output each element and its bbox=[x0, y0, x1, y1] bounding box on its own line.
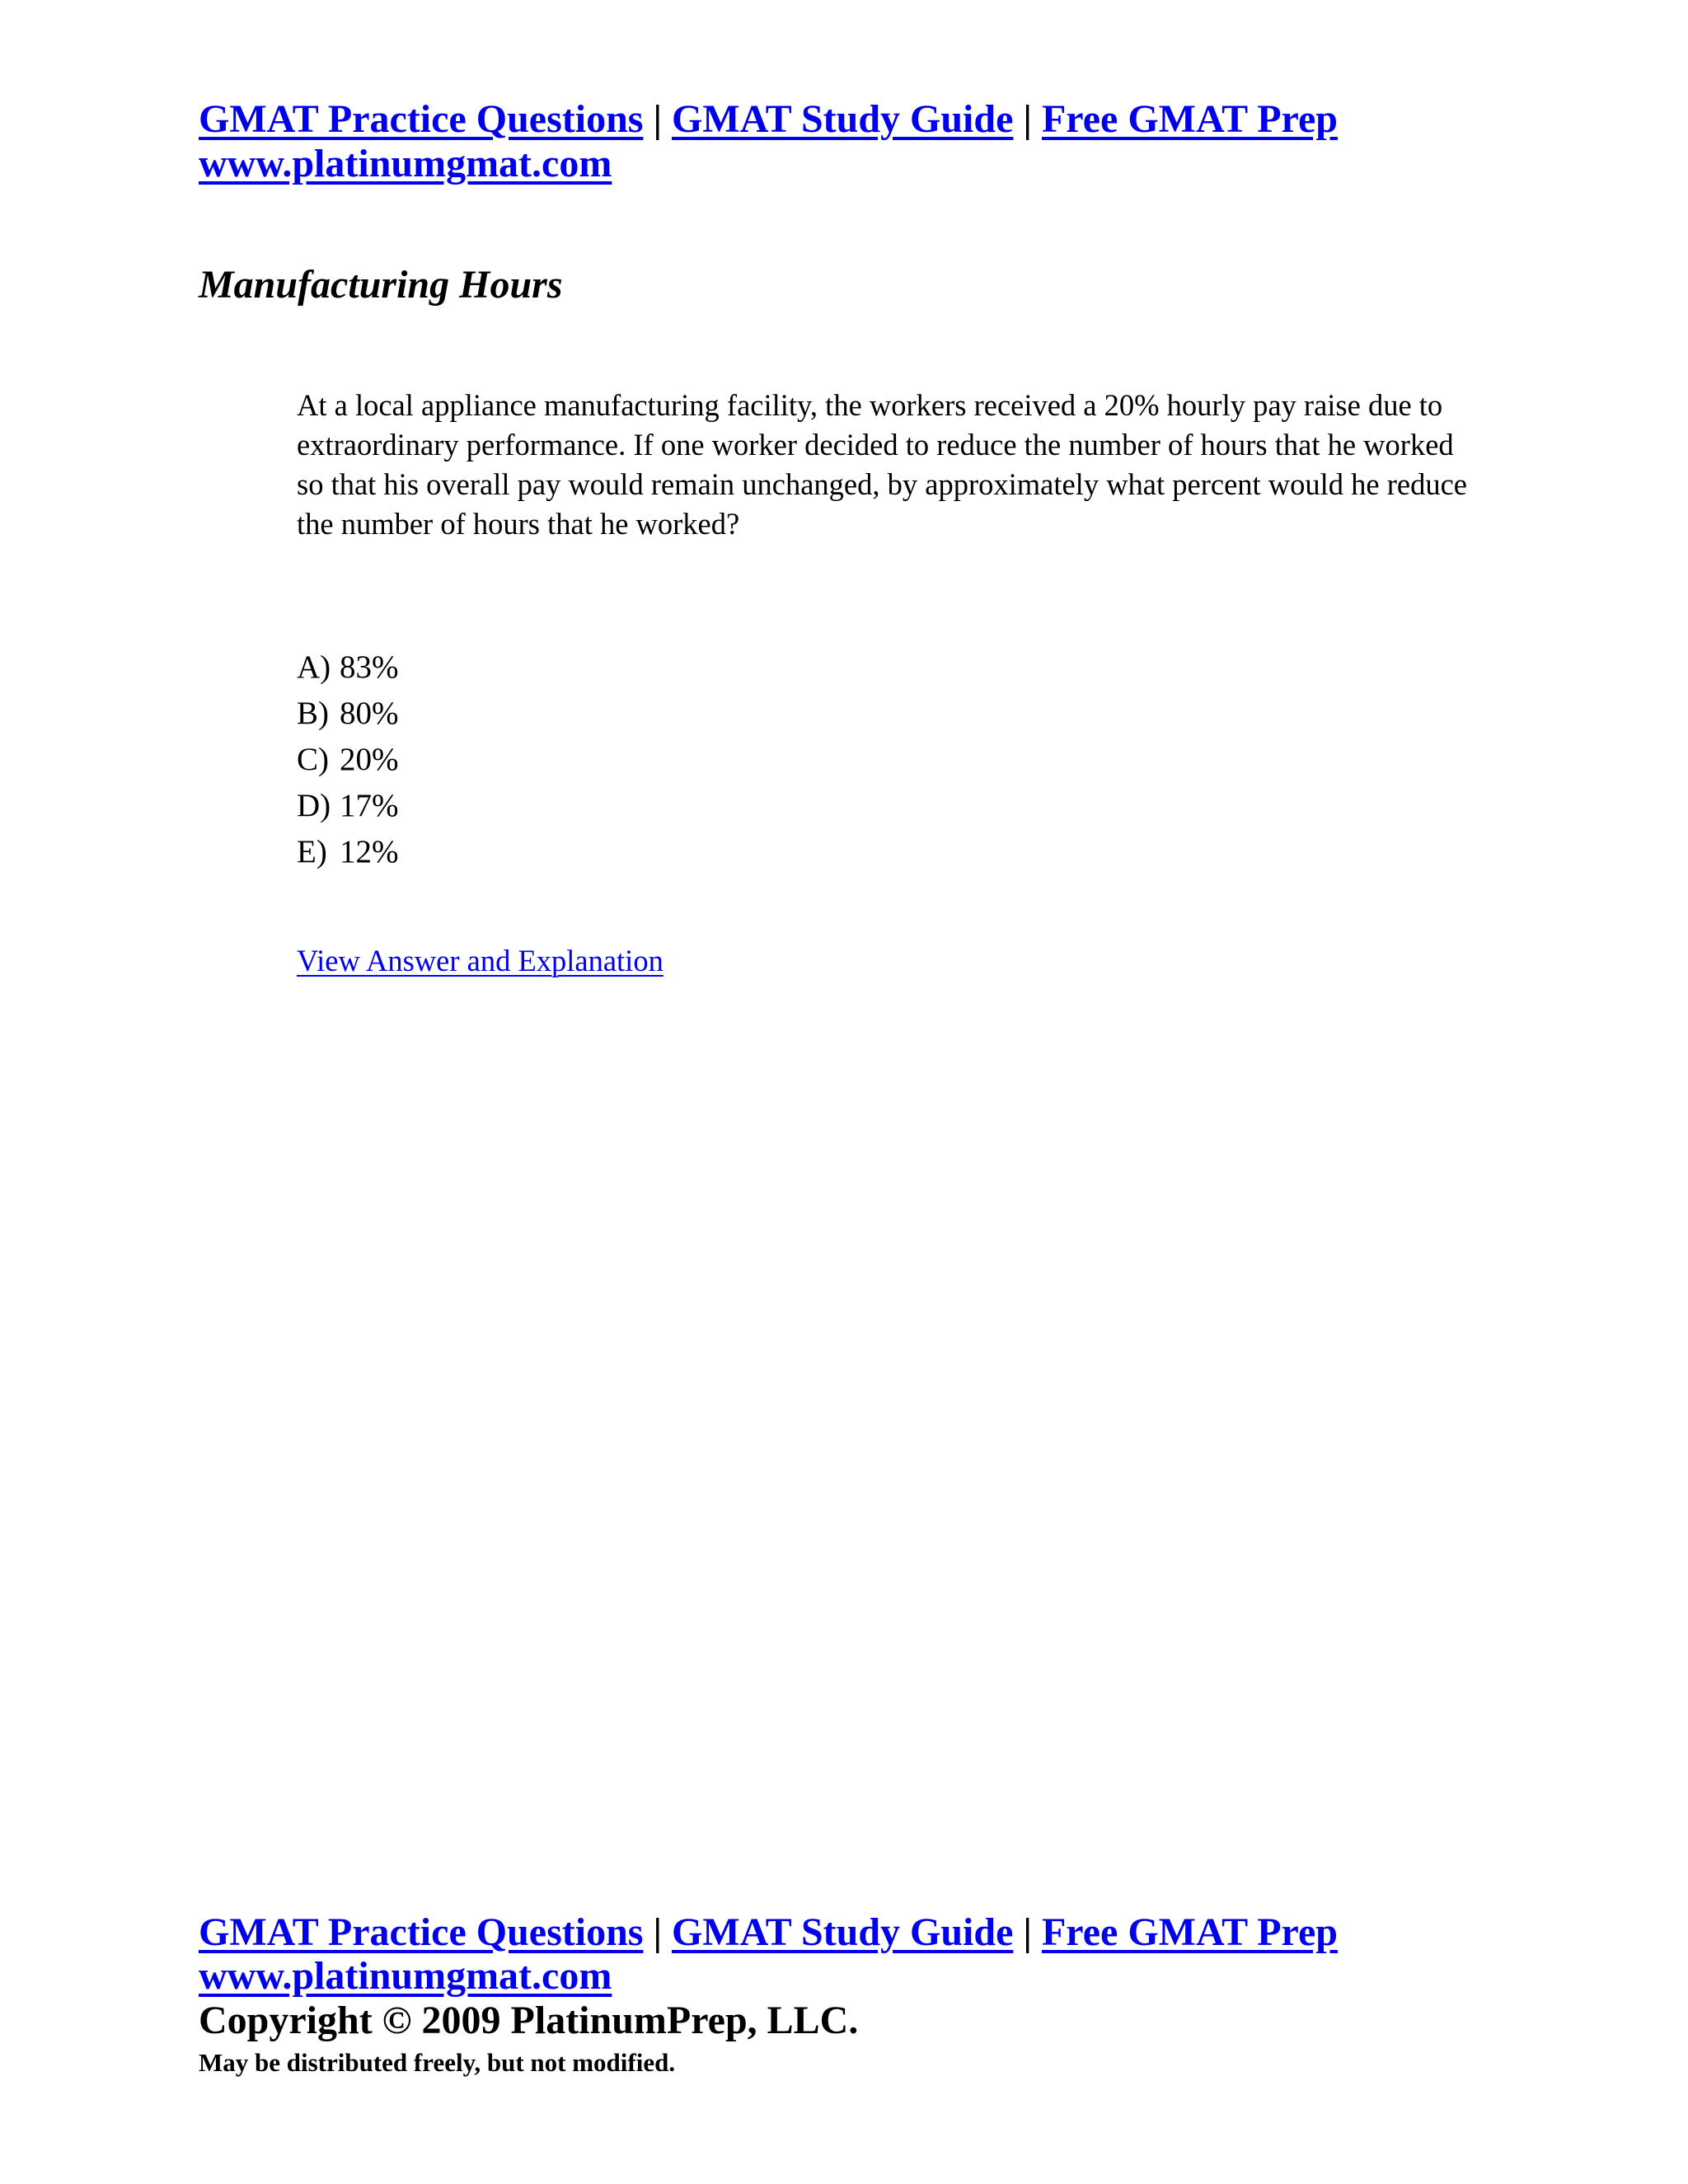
choice-value: 80% bbox=[340, 696, 399, 731]
choice-value: 20% bbox=[340, 742, 399, 777]
question-text: At a local appliance manufacturing facility, the workers received a 20% hourly pay raise due to extraordinary performance. If one worker decided to reduce the number of hours that he worked so that his overall pay would remain unchanged, by approximately what percent would he reduce the number of hours that he worked? bbox=[297, 388, 1468, 541]
choice-letter: C) bbox=[297, 742, 329, 777]
copyright-text: Copyright © 2009 PlatinumPrep, LLC. bbox=[199, 1999, 859, 2042]
gmat-study-guide-link[interactable]: GMAT Study Guide bbox=[672, 97, 1014, 141]
nav-separator: | bbox=[1023, 97, 1032, 141]
question-title: Manufacturing Hours bbox=[199, 263, 563, 307]
free-gmat-prep-link[interactable]: Free GMAT Prep bbox=[1041, 1910, 1338, 1954]
answer-choices bbox=[297, 644, 399, 875]
footer-site-url-row bbox=[199, 1954, 612, 1999]
header-nav bbox=[199, 97, 1338, 142]
choice-letter: B) bbox=[297, 696, 329, 731]
choice-value: 83% bbox=[340, 649, 399, 685]
choice-letter: A) bbox=[297, 649, 331, 685]
nav-separator: | bbox=[1023, 1910, 1032, 1954]
answer-choice-e bbox=[297, 829, 399, 875]
gmat-practice-questions-link[interactable]: GMAT Practice Questions bbox=[199, 97, 644, 141]
nav-separator: | bbox=[653, 1910, 663, 1954]
choice-value: 12% bbox=[340, 834, 399, 869]
gmat-study-guide-link[interactable]: GMAT Study Guide bbox=[672, 1910, 1014, 1954]
answer-choice-c bbox=[297, 737, 399, 783]
site-url-link[interactable]: www.platinumgmat.com bbox=[199, 142, 612, 185]
distribution-notice: May be distributed freely, but not modified. bbox=[199, 2048, 676, 2077]
choice-value: 17% bbox=[340, 788, 399, 823]
nav-separator: | bbox=[653, 97, 663, 141]
gmat-practice-questions-link[interactable]: GMAT Practice Questions bbox=[199, 1910, 644, 1954]
site-url-link[interactable]: www.platinumgmat.com bbox=[199, 1954, 612, 1998]
answer-choice-d bbox=[297, 783, 399, 829]
choice-letter: E) bbox=[297, 834, 327, 869]
answer-choice-a bbox=[297, 644, 399, 691]
header-site-url-row bbox=[199, 142, 612, 186]
answer-choice-b bbox=[297, 691, 399, 737]
footer-nav bbox=[199, 1910, 1338, 1955]
choice-letter: D) bbox=[297, 788, 331, 823]
free-gmat-prep-link[interactable]: Free GMAT Prep bbox=[1041, 97, 1338, 141]
view-answer-link[interactable]: View Answer and Explanation bbox=[297, 944, 663, 977]
